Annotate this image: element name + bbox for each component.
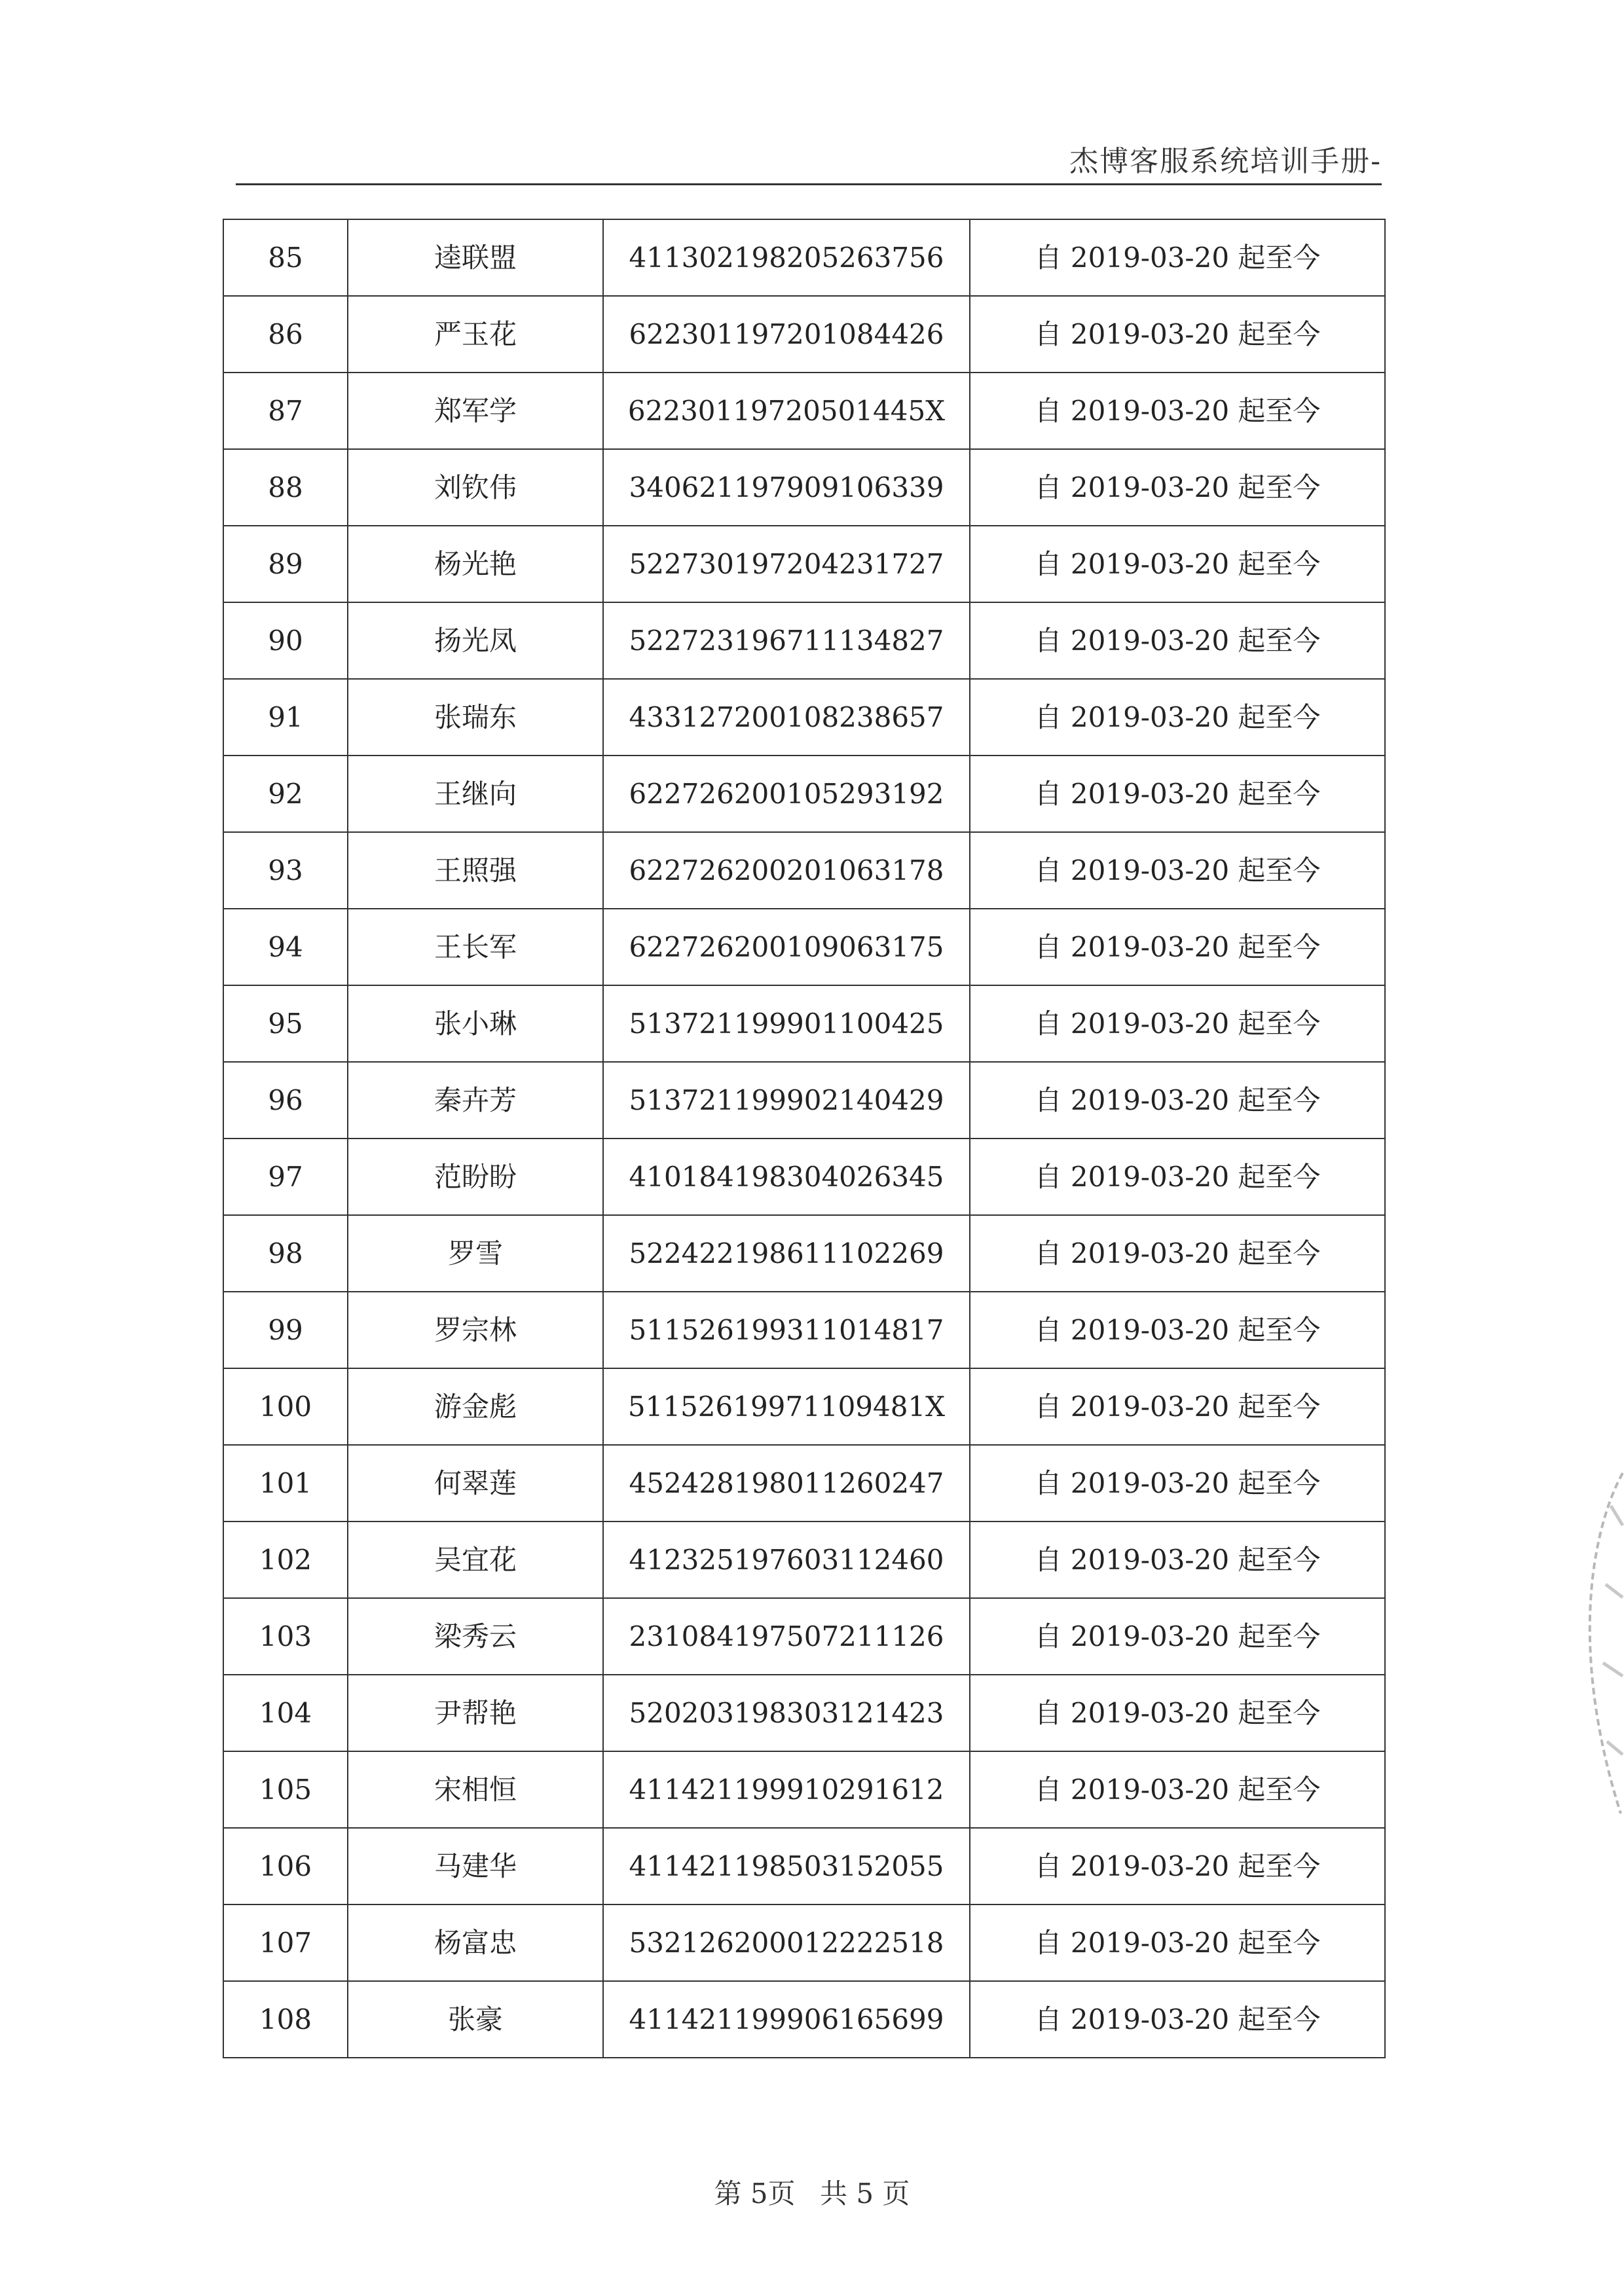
employee-name: 尹帮艳 xyxy=(348,1675,603,1751)
roster-table xyxy=(223,219,1386,2058)
id-number: 622301197201084426 xyxy=(603,296,970,373)
row-number: 98 xyxy=(223,1215,348,1292)
employee-name: 杨富忠 xyxy=(348,1904,603,1981)
table-row xyxy=(223,1828,1385,1904)
employment-period: 自 2019-03-20 起至今 xyxy=(970,1828,1385,1904)
employment-period: 自 2019-03-20 起至今 xyxy=(970,1368,1385,1445)
table-row xyxy=(223,909,1385,985)
table-row xyxy=(223,219,1385,296)
id-number: 411421199910291612 xyxy=(603,1751,970,1828)
row-number: 93 xyxy=(223,832,348,909)
id-number: 411421198503152055 xyxy=(603,1828,970,1904)
employment-period: 自 2019-03-20 起至今 xyxy=(970,1675,1385,1751)
employee-name: 马建华 xyxy=(348,1828,603,1904)
employee-name: 宋相恒 xyxy=(348,1751,603,1828)
row-number: 89 xyxy=(223,526,348,602)
seal-stamp-edge xyxy=(1565,1467,1624,1820)
id-number: 513721199902140429 xyxy=(603,1062,970,1139)
employee-name: 罗雪 xyxy=(348,1215,603,1292)
row-number: 101 xyxy=(223,1445,348,1522)
employee-name: 杨光艳 xyxy=(348,526,603,602)
table-row xyxy=(223,373,1385,449)
table-row xyxy=(223,1292,1385,1368)
employment-period: 自 2019-03-20 起至今 xyxy=(970,602,1385,679)
employment-period: 自 2019-03-20 起至今 xyxy=(970,219,1385,296)
employee-name: 张豪 xyxy=(348,1981,603,2058)
table-row xyxy=(223,449,1385,526)
row-number: 100 xyxy=(223,1368,348,1445)
employee-name: 吴宜花 xyxy=(348,1522,603,1598)
employment-period: 自 2019-03-20 起至今 xyxy=(970,373,1385,449)
table-row xyxy=(223,679,1385,756)
employee-name: 王长军 xyxy=(348,909,603,985)
id-number: 231084197507211126 xyxy=(603,1598,970,1675)
header-title: 杰博客服系统培训手册- xyxy=(1069,145,1382,178)
employee-name: 秦卉芳 xyxy=(348,1062,603,1139)
employee-name: 罗宗林 xyxy=(348,1292,603,1368)
employee-name: 逵联盟 xyxy=(348,219,603,296)
table-row xyxy=(223,602,1385,679)
page-footer xyxy=(0,2172,1624,2212)
id-number: 433127200108238657 xyxy=(603,679,970,756)
table-row xyxy=(223,1522,1385,1598)
table-row xyxy=(223,985,1385,1062)
employment-period: 自 2019-03-20 起至今 xyxy=(970,1522,1385,1598)
row-number: 104 xyxy=(223,1675,348,1751)
table-row xyxy=(223,1368,1385,1445)
page-current: 第 5页 xyxy=(714,2178,796,2210)
row-number: 90 xyxy=(223,602,348,679)
row-number: 103 xyxy=(223,1598,348,1675)
table-row xyxy=(223,1751,1385,1828)
row-number: 91 xyxy=(223,679,348,756)
employment-period: 自 2019-03-20 起至今 xyxy=(970,1598,1385,1675)
row-number: 92 xyxy=(223,756,348,832)
employment-period: 自 2019-03-20 起至今 xyxy=(970,1904,1385,1981)
id-number: 410184198304026345 xyxy=(603,1139,970,1215)
employee-name: 王继向 xyxy=(348,756,603,832)
id-number: 622726200109063175 xyxy=(603,909,970,985)
employment-period: 自 2019-03-20 起至今 xyxy=(970,1981,1385,2058)
table-row xyxy=(223,296,1385,373)
table-row xyxy=(223,1445,1385,1522)
id-number: 520203198303121423 xyxy=(603,1675,970,1751)
row-number: 86 xyxy=(223,296,348,373)
employment-period: 自 2019-03-20 起至今 xyxy=(970,679,1385,756)
id-number: 513721199901100425 xyxy=(603,985,970,1062)
id-number: 411421199906165699 xyxy=(603,1981,970,2058)
id-number: 532126200012222518 xyxy=(603,1904,970,1981)
employee-name: 严玉花 xyxy=(348,296,603,373)
employment-period: 自 2019-03-20 起至今 xyxy=(970,449,1385,526)
employee-name: 梁秀云 xyxy=(348,1598,603,1675)
table-row xyxy=(223,526,1385,602)
table-row xyxy=(223,1981,1385,2058)
id-number: 51152619971109481X xyxy=(603,1368,970,1445)
employment-period: 自 2019-03-20 起至今 xyxy=(970,1751,1385,1828)
table-row xyxy=(223,1904,1385,1981)
row-number: 87 xyxy=(223,373,348,449)
row-number: 97 xyxy=(223,1139,348,1215)
row-number: 108 xyxy=(223,1981,348,2058)
employment-period: 自 2019-03-20 起至今 xyxy=(970,1215,1385,1292)
id-number: 452428198011260247 xyxy=(603,1445,970,1522)
id-number: 412325197603112460 xyxy=(603,1522,970,1598)
employment-period: 自 2019-03-20 起至今 xyxy=(970,1139,1385,1215)
id-number: 522422198611102269 xyxy=(603,1215,970,1292)
employment-period: 自 2019-03-20 起至今 xyxy=(970,1062,1385,1139)
id-number: 522723196711134827 xyxy=(603,602,970,679)
table-row xyxy=(223,1062,1385,1139)
id-number: 340621197909106339 xyxy=(603,449,970,526)
employment-period: 自 2019-03-20 起至今 xyxy=(970,832,1385,909)
row-number: 106 xyxy=(223,1828,348,1904)
table-row xyxy=(223,832,1385,909)
row-number: 99 xyxy=(223,1292,348,1368)
table-row xyxy=(223,756,1385,832)
employee-name: 何翠莲 xyxy=(348,1445,603,1522)
id-number: 522730197204231727 xyxy=(603,526,970,602)
row-number: 105 xyxy=(223,1751,348,1828)
row-number: 107 xyxy=(223,1904,348,1981)
employment-period: 自 2019-03-20 起至今 xyxy=(970,909,1385,985)
row-number: 102 xyxy=(223,1522,348,1598)
row-number: 94 xyxy=(223,909,348,985)
table-row xyxy=(223,1675,1385,1751)
page-header xyxy=(236,131,1382,185)
table-row xyxy=(223,1215,1385,1292)
employee-name: 游金彪 xyxy=(348,1368,603,1445)
table-row xyxy=(223,1598,1385,1675)
employee-name: 张瑞东 xyxy=(348,679,603,756)
employee-name: 王照强 xyxy=(348,832,603,909)
employee-name: 刘钦伟 xyxy=(348,449,603,526)
id-number: 411302198205263756 xyxy=(603,219,970,296)
table-row xyxy=(223,1139,1385,1215)
employee-name: 张小琳 xyxy=(348,985,603,1062)
row-number: 85 xyxy=(223,219,348,296)
page-total: 共 5 页 xyxy=(820,2178,910,2210)
employment-period: 自 2019-03-20 起至今 xyxy=(970,296,1385,373)
row-number: 88 xyxy=(223,449,348,526)
id-number: 622726200201063178 xyxy=(603,832,970,909)
employee-name: 扬光凤 xyxy=(348,602,603,679)
id-number: 622726200105293192 xyxy=(603,756,970,832)
roster-table-body xyxy=(223,219,1385,2058)
employee-name: 范盼盼 xyxy=(348,1139,603,1215)
employee-name: 郑军学 xyxy=(348,373,603,449)
row-number: 95 xyxy=(223,985,348,1062)
employment-period: 自 2019-03-20 起至今 xyxy=(970,1445,1385,1522)
row-number: 96 xyxy=(223,1062,348,1139)
id-number: 511526199311014817 xyxy=(603,1292,970,1368)
employment-period: 自 2019-03-20 起至今 xyxy=(970,985,1385,1062)
id-number: 62230119720501445X xyxy=(603,373,970,449)
employment-period: 自 2019-03-20 起至今 xyxy=(970,756,1385,832)
employment-period: 自 2019-03-20 起至今 xyxy=(970,526,1385,602)
employment-period: 自 2019-03-20 起至今 xyxy=(970,1292,1385,1368)
